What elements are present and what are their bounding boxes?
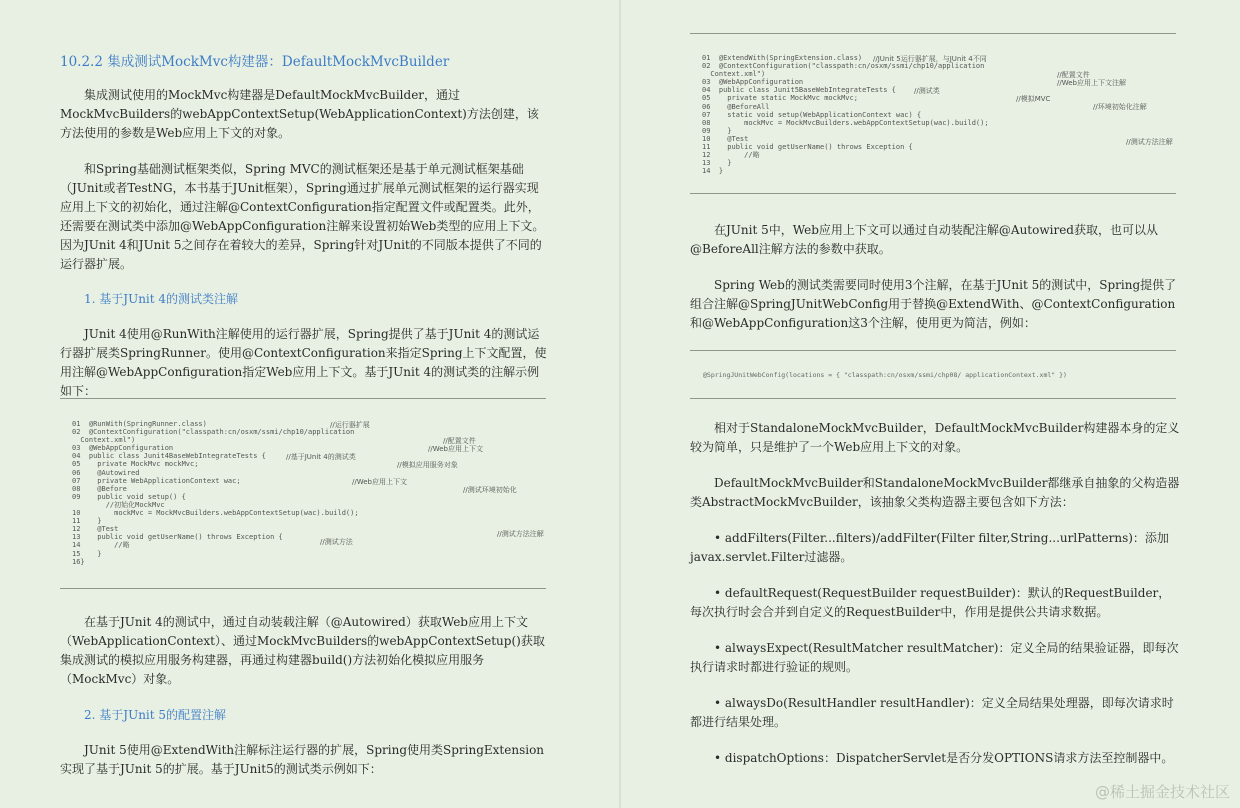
paragraph-framework: 和Spring基础测试框架类似，Spring MVC的测试框架还是基于单元测试框架基础（JUnit或者TestNG，本书基于JUnit框架），Spring通过扩展单元测试框架的运行器实现应用上下文的初始化，通过注解@ContextConfiguration指定配置文件或配置类。此外，还需要在测试类中添加@WebAppConfiguration注解来设置初始Web类型的应用上下文。因为JUnit 4和JUnit 5之间存在着较大的差异，Spring针对JUnit的不同版本提供了不同的运行器扩展。: [60, 162, 545, 271]
code-rule-bottom: [690, 398, 1176, 399]
list-item: • defaultRequest(RequestBuilder requestBuilder)：默认的RequestBuilder，每次执行时会合并到自定义的RequestBuilder中，作用是提供公共请求数据。: [690, 586, 1171, 619]
list-item: • alwaysDo(ResultHandler resultHandler)：定义全局结果处理器，即每次请求时都进行结果处理。: [690, 696, 1174, 729]
combined-annotation-code: @SpringJUnitWebConfig(locations = { "classpath:cn/osxm/ssmi/chp08/ applicationContext.xml" }): [703, 371, 1067, 379]
code-comment: //Web应用上下文: [428, 445, 483, 453]
list-item: • dispatchOptions：DispatcherServlet是否分发OPTIONS请求方法至控制器中。: [714, 751, 1174, 765]
subheading-junit4: 1. 基于JUnit 4的测试类注解: [84, 292, 239, 306]
paragraph-default-builder: 相对于StandaloneMockMvcBuilder，DefaultMockMvcBuilder构建器本身的定义较为简单，只是维护了一个Web应用上下文的对象。: [690, 421, 1180, 454]
list-item: • alwaysExpect(ResultMatcher resultMatcher)：定义全局的结果验证器，即每次执行请求时都进行验证的规则。: [690, 641, 1179, 674]
code-comment: //配置文件: [1057, 71, 1090, 79]
junit5-code-block: 01 @ExtendWith(SpringExtension.class) 02 @ContextConfiguration("classpath:cn/osxm/ssmi/chp10/application Context.xml") 03 @WebAppConfiguration 04 public class Junit5BaseWebIntegrateTests { 05 private static MockMvc mockMvc; 06 @BeforeAll 07 static void setup(WebApplicationContext wac) { 08 mockMvc = MockMvcBuilders.webAppContextSetup(wac).build(); 09 } 10 @Test 11 public void getUserName() throws Exception { 12 //略 13 } 14 }: [702, 54, 989, 176]
code-comment: //运行器扩展: [330, 421, 370, 429]
code-comment: //JUnit 5运行器扩展，与JUnit 4不同: [873, 55, 987, 63]
code-comment: //测试方法注解: [497, 530, 544, 538]
code-rule-top: [690, 350, 1176, 351]
section-heading: 10.2.2 集成测试MockMvc构建器：DefaultMockMvcBuilder: [60, 54, 450, 70]
code-rule-bottom: [60, 588, 546, 589]
paragraph-abstract-builder: DefaultMockMvcBuilder和StandaloneMockMvcBuilder都继承自抽象的父构造器类AbstractMockMvcBuilder，该抽象父类构造器主要包含如下方法：: [690, 476, 1180, 509]
paragraph-junit5-context: 在JUnit 5中，Web应用上下文可以通过自动装配注解@Autowired获取，也可以从@BeforeAll注解方法的参数中获取。: [690, 223, 1158, 256]
watermark: @稀土掘金技术社区: [1094, 783, 1230, 801]
subheading-junit5: 2. 基于JUnit 5的配置注解: [84, 708, 227, 722]
code-comment: //Web应用上下文: [352, 478, 407, 486]
code-comment: //测试方法: [320, 538, 353, 546]
paragraph-junit4: JUnit 4使用@RunWith注解使用的运行器扩展，Spring提供了基于JUnit 4的测试运行器扩展类SpringRunner。使用@ContextConfiguration来指定Spring上下文配置，使用注解@WebAppConfiguration指定Web应用上下文。基于JUnit 4的测试类的注解示例如下：: [60, 327, 547, 398]
paragraph-junit4-explain: 在基于JUnit 4的测试中，通过自动装载注解（@Autowired）获取Web应用上下文（WebApplicationContext）、通过MockMvcBuilders的webAppContextSetup()获取集成测试的模拟应用服务构建器，再通过构建器build()方法初始化模拟应用服务（MockMvc）对象。: [60, 615, 545, 686]
code-rule-top: [60, 398, 546, 399]
code-comment: //模拟MVC: [1016, 95, 1051, 103]
junit4-code-block: 01 @RunWith(SpringRunner.class) 02 @ContextConfiguration("classpath:cn/osxm/ssmi/chp10/application Context.xml") 03 @WebAppConfiguration 04 public class Junit4BaseWebIntegrateTests { 05 private MockMvc mockMvc; 06 @Autowired 07 private WebApplicationContext wac; 08 @Before 09 public void setup() { //初始化MockMvc 10 mockMvc = MockMvcBuilders.webAppContextSetup(wac).build(); 11 } 12 @Test 13 public void getUserName() throws Exception { 14 //略 15 } 16}: [72, 420, 359, 566]
code-comment: //测试类: [914, 87, 940, 95]
code-comment: //模拟应用服务对象: [397, 461, 458, 469]
list-item: • addFilters(Filter...filters)/addFilter(Filter filter,String...urlPatterns)：添加javax.servlet.Filter过滤器。: [690, 531, 1169, 564]
code-comment: //配置文件: [443, 437, 476, 445]
code-comment: //测试方法注解: [1126, 138, 1173, 146]
code-rule-bottom: [690, 193, 1176, 194]
code-comment: //基于JUnit 4的测试类: [286, 453, 356, 461]
code-comment: //Web应用上下文注解: [1057, 79, 1126, 87]
paragraph-combined-annotation: Spring Web的测试类需要同时使用3个注解，在基于JUnit 5的测试中，Spring提供了组合注解@SpringJUnitWebConfig用于替换@ExtendWith、@ContextConfiguration和@WebAppConfiguration这3个注解，使用更为简洁，例如：: [690, 278, 1177, 330]
code-comment: //环境初始化注解: [1093, 103, 1147, 111]
code-comment: //测试环境初始化: [463, 486, 517, 494]
paragraph-intro: 集成测试使用的MockMvc构建器是DefaultMockMvcBuilder，通过MockMvcBuilders的webAppContextSetup(WebApplicationContext)方法创建，该方法使用的参数是Web应用上下文的对象。: [60, 88, 539, 140]
paragraph-junit5: JUnit 5使用@ExtendWith注解标注运行器的扩展，Spring使用类SpringExtension实现了基于JUnit 5的扩展。基于JUnit5的测试类示例如下：: [60, 743, 545, 776]
code-rule-top: [690, 33, 1176, 34]
